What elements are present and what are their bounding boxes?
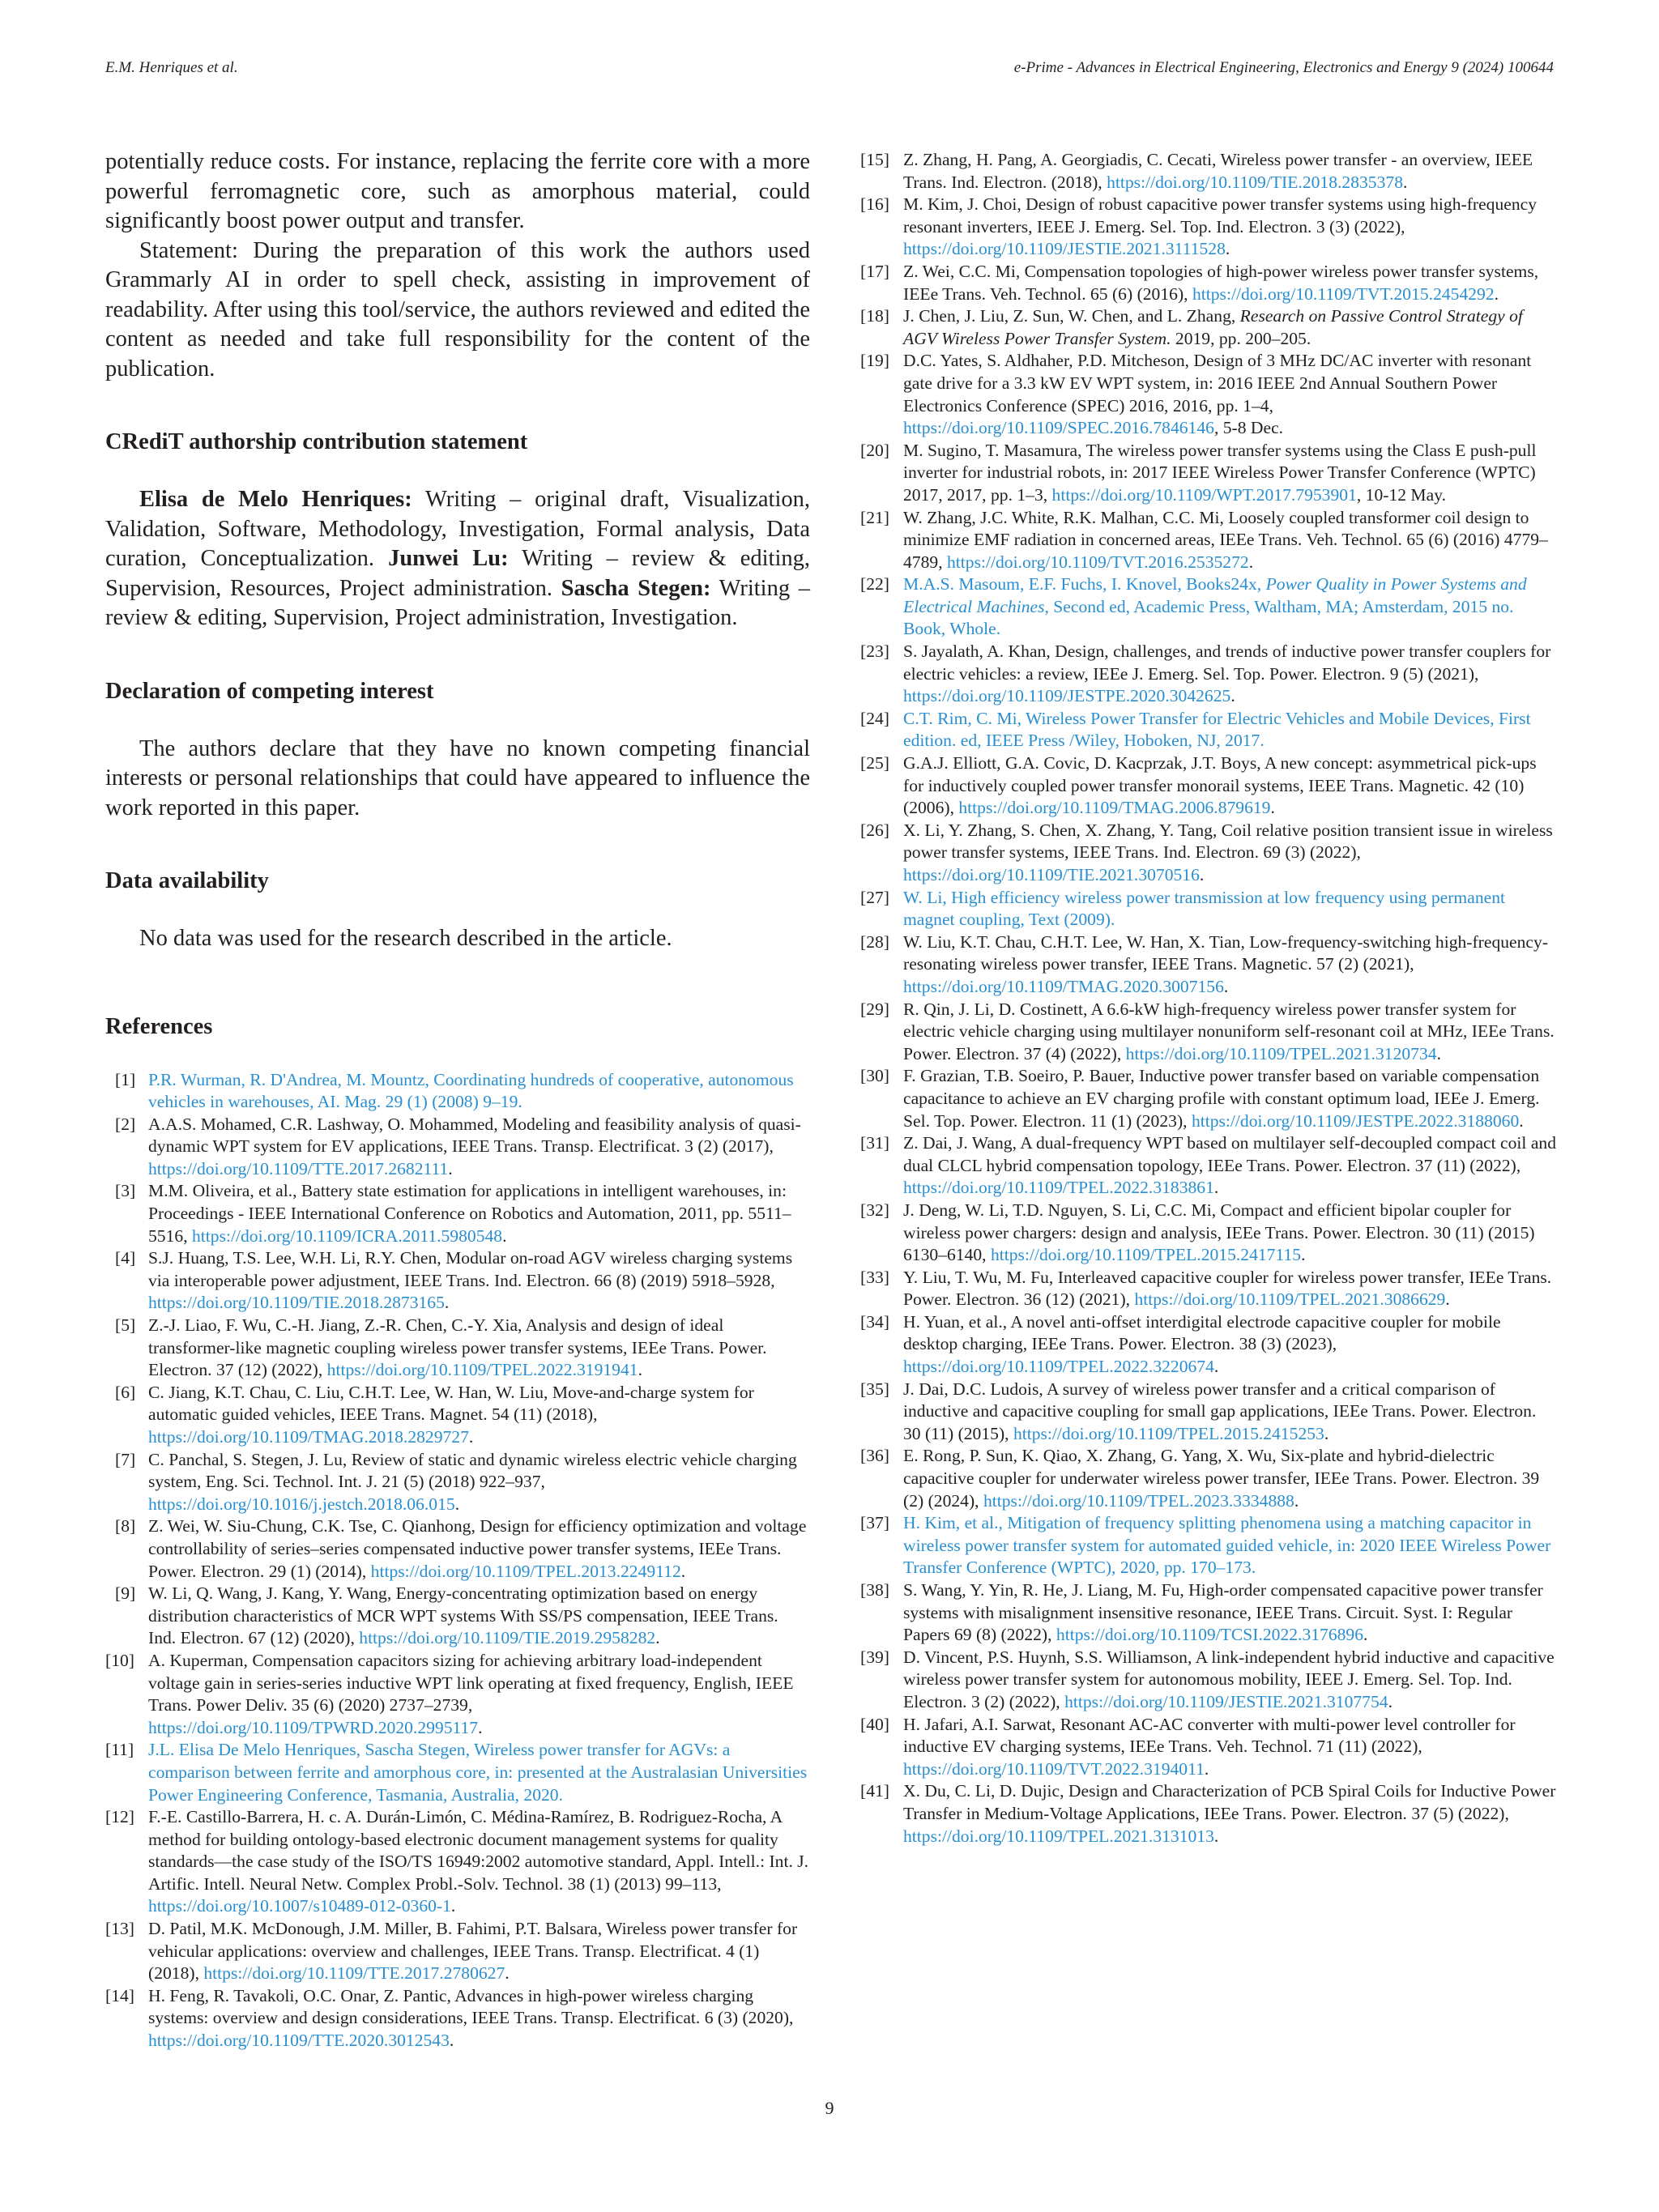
reference-text (903, 149, 1557, 194)
reference-text (903, 752, 1557, 820)
reference-suffix: . (1199, 865, 1205, 884)
reference-suffix: . (468, 1427, 474, 1447)
reference-text (903, 1512, 1557, 1579)
reference-body: 2019, pp. 200–205. (1171, 328, 1311, 348)
reference-body: D.C. Yates, S. Aldhaher, P.D. Mitcheson, Design of 3 MHz DC/AC inverter with resonant gate drive for a 3.3 kW EV WPT system, in: 2016 IEEE 2nd Annual Southern Power Electronics Conference (SPEC) 2016, 2016, pp. 1–4, (903, 351, 1532, 416)
reference-body: S. Jayalath, A. Khan, Design, challenges, and trends of inductive power transfer couplers for electric vehicles: a review, IEEe J. Emerg. Sel. Top. Power. Electron. 9 (5) (2021), (903, 641, 1551, 684)
reference-number: [4] (115, 1248, 136, 1268)
reference-suffix: . (1388, 1691, 1392, 1711)
reference-text (903, 1647, 1557, 1714)
reference-number: [14] (105, 1985, 134, 2005)
left-column (105, 147, 810, 2052)
credit-statement (105, 485, 810, 633)
reference-item (105, 1449, 810, 1516)
doi-link[interactable]: https://doi.org/10.1109/TTE.2017.2682111 (148, 1158, 449, 1178)
reference-item (860, 1200, 1557, 1267)
reference-number: [32] (860, 1200, 889, 1220)
reference-text (148, 1985, 810, 2052)
reference-body: S.J. Huang, T.S. Lee, W.H. Li, R.Y. Chen, Modular on-road AGV wireless charging systems via interoperable power adjustment, IEEE Trans. Ind. Electron. 66 (8) (2019) 5918–5928, (148, 1248, 793, 1290)
reference-item (860, 261, 1557, 305)
reference-text (903, 1267, 1557, 1311)
reference-body: Z. Wei, W. Siu-Chung, C.K. Tse, C. Qianhong, Design for efficiency optimization and voltage controllability of series–series compensated inductive power transfer systems, IEEe Trans. Power. Electron. 29 (1) (2014), (148, 1516, 807, 1581)
reference-item (860, 820, 1557, 887)
doi-link[interactable]: https://doi.org/10.1109/TIE.2021.3070516 (903, 865, 1200, 884)
reference-suffix: . (448, 1158, 453, 1178)
reference-text (903, 1132, 1557, 1200)
doi-link[interactable]: https://doi.org/10.1109/TTE.2020.3012543 (148, 2031, 450, 2051)
reference-suffix: . (502, 1225, 507, 1246)
reference-suffix: . (1223, 976, 1229, 996)
doi-link[interactable]: https://doi.org/10.1109/TTE.2017.2780627 (203, 1963, 505, 1984)
author-roles: Writing – original draft, Visualization, Validation, Software, Methodology, Investigation, Formal analysis, Data curation, Conceptualization. (105, 487, 810, 571)
doi-link[interactable]: https://doi.org/10.1109/TPEL.2022.3183861 (903, 1178, 1214, 1198)
reference-number: [20] (860, 440, 889, 460)
reference-text (903, 1311, 1557, 1379)
doi-link[interactable]: https://doi.org/10.1109/TIE.2018.2835378 (1107, 172, 1403, 192)
reference-suffix: . (1403, 172, 1408, 192)
reference-text (148, 1515, 810, 1583)
reference-number: [2] (115, 1114, 136, 1134)
reference-text (903, 1200, 1557, 1267)
reference-body: A.A.S. Mohamed, C.R. Lashway, O. Mohammed, Modeling and feasibility analysis of quasi-dynamic WPT system for EV applications, IEEE Trans. Transp. Electrificat. 3 (2) (2017), (148, 1114, 801, 1157)
reference-suffix: . (1213, 1178, 1219, 1198)
doi-link[interactable]: https://doi.org/10.1109/TMAG.2006.879619 (958, 798, 1271, 818)
doi-link[interactable]: https://doi.org/10.1109/WPT.2017.7953901 (1051, 484, 1357, 505)
reference-item (860, 1714, 1557, 1781)
reference-number: [36] (860, 1446, 889, 1466)
reference-text (148, 1382, 810, 1449)
doi-link[interactable]: https://doi.org/10.1109/TPEL.2023.3334888 (983, 1490, 1294, 1511)
reference-body: X. Du, C. Li, D. Dujic, Design and Characterization of PCB Spiral Coils for Inductive Power Transfer in Medium-Voltage Applications, IEEe Trans. Power. Electron. 37 (5) (2022), (903, 1781, 1556, 1823)
reference-item (105, 1315, 810, 1382)
reference-item (860, 149, 1557, 194)
reference-text (903, 261, 1557, 305)
reference-body: F. Grazian, T.B. Soeiro, P. Bauer, Inductive power transfer based on variable compensation capacitance to achieve an EV charging profile with constant optimum load, IEEe J. Emerg. Sel. Top. Power. Electron. 11 (1) (2023), (903, 1066, 1540, 1131)
reference-text (903, 1714, 1557, 1781)
reference-item (860, 1512, 1557, 1579)
reference-suffix: . (454, 1494, 460, 1514)
reference-number: [17] (860, 261, 889, 281)
reference-number: [39] (860, 1647, 889, 1667)
reference-text (148, 1247, 810, 1315)
reference-text (903, 641, 1557, 708)
doi-link[interactable]: https://doi.org/10.1109/TPEL.2021.3131013 (903, 1826, 1214, 1846)
reference-item (860, 1445, 1557, 1512)
reference-title: Research on Passive Control Strategy of AGV Wireless Power Transfer System. (903, 306, 1523, 348)
reference-number: [12] (105, 1807, 134, 1827)
reference-item (860, 1267, 1557, 1311)
reference-number: [25] (860, 753, 889, 774)
reference-text (148, 1739, 810, 1806)
reference-suffix: . (638, 1360, 642, 1380)
reference-body: A. Kuperman, Compensation capacitors sizing for achieving arbitrary load-independent voltage gain in series-series inductive WPT link operating at fixed frequency, English, IEEE Trans. Power Deliv. 35 (6) (2020) 2737–2739, (148, 1650, 794, 1715)
reference-suffix: . (444, 1293, 450, 1313)
reference-number: [31] (860, 1133, 889, 1153)
reference-suffix: . (1213, 1357, 1219, 1377)
page-number: 9 (825, 2098, 834, 2118)
right-column (860, 149, 1557, 1848)
reference-text (148, 1449, 810, 1516)
reference-text (903, 507, 1557, 574)
reference-suffix: . (1260, 731, 1265, 751)
reference-suffix: . (655, 1628, 660, 1648)
reference-suffix: . (680, 1561, 686, 1581)
reference-item (105, 1069, 810, 1114)
reference-body: G.A.J. Elliott, G.A. Covic, D. Kacprzak, J.T. Boys, A new concept: asymmetrical pick-ups for inductively coupled power transfer monorail systems, IEEE Trans. Magnetic. 42 (10) (2006), (903, 753, 1537, 818)
author-name: Elisa de Melo Henriques: (139, 487, 412, 512)
running-header-authors: E.M. Henriques et al. (105, 59, 238, 76)
reference-suffix: . (1213, 1826, 1219, 1846)
reference-suffix: . (1519, 1110, 1524, 1131)
doi-link[interactable]: https://doi.org/10.1109/SPEC.2016.7846146 (903, 418, 1214, 438)
reference-number: [37] (860, 1513, 889, 1533)
reference-number: [26] (860, 820, 889, 840)
reference-item (860, 507, 1557, 574)
reference-body: H. Jafari, A.I. Sarwat, Resonant AC-AC converter with multi-power level controller for inductive EV charging systems, IEEe Trans. Veh. Technol. 71 (11) (2022), (903, 1714, 1516, 1757)
reference-number: [35] (860, 1379, 889, 1399)
reference-number: [34] (860, 1311, 889, 1332)
reference-item (860, 1647, 1557, 1714)
doi-link[interactable]: https://doi.org/10.1109/JESTPE.2020.3042625 (903, 686, 1231, 706)
reference-number: [5] (115, 1315, 136, 1336)
reference-item (860, 350, 1557, 439)
reference-body: W. Liu, K.T. Chau, C.H.T. Lee, W. Han, X. Tian, Low-frequency-switching high-frequency-resonating wireless power transfer, IEEE Trans. Magnetic. 57 (2) (2021), (903, 931, 1549, 974)
reference-text (903, 887, 1557, 931)
reference-text (903, 305, 1557, 350)
reference-suffix: . (1436, 1043, 1441, 1063)
reference-body: W. Li, High efficiency wireless power transmission at low frequency using permanent magnet coupling, Text (2009) (903, 887, 1505, 930)
reference-text (903, 931, 1557, 999)
reference-number: [40] (860, 1714, 889, 1734)
reference-item (860, 887, 1557, 931)
reference-body: X. Li, Y. Zhang, S. Chen, X. Zhang, Y. Tang, Coil relative position transient issue in wireless power transfer systems, IEEE Trans. Ind. Electron. 69 (3) (2022), (903, 820, 1553, 863)
reference-suffix: , 10-12 May. (1356, 484, 1447, 505)
reference-item (105, 1985, 810, 2052)
reference-number: [29] (860, 999, 889, 1019)
reference-suffix: . (1230, 686, 1235, 706)
reference-item (105, 1918, 810, 1985)
reference-number: [11] (105, 1740, 134, 1760)
reference-body: Z.-J. Liao, F. Wu, C.-H. Jiang, Z.-R. Chen, C.-Y. Xia, Analysis and design of ideal transformer-like magnetic coupling wireless power transfer systems, IEEe Trans. Power. Electron. 37 (12) (2022), (148, 1315, 767, 1380)
reference-text (148, 1180, 810, 1247)
reference-title: Power Quality in Power Systems and Electrical Machines (903, 574, 1527, 616)
doi-link[interactable]: https://doi.org/10.1109/TMAG.2020.3007156 (903, 976, 1224, 996)
reference-body: D. Vincent, P.S. Huynh, S.S. Williamson, A link-independent hybrid inductive and capacitive wireless power transfer system for autonomous mobility, IEEE J. Emerg. Sel. Top. Ind. Electron. 3 (2) (2022), (903, 1647, 1555, 1711)
reference-body: E. Rong, P. Sun, K. Qiao, X. Zhang, G. Yang, X. Wu, Six-plate and hybrid-dielectric capacitive coupler for underwater wireless power transfer, IEEe Trans. Power. Electron. 39 (2) (2024), (903, 1446, 1540, 1511)
reference-body: P.R. Wurman, R. D'Andrea, M. Mountz, Coordinating hundreds of cooperative, autonomous vehicles in warehouses, AI. Mag. 29 (1) (2008) 9–19 (148, 1069, 794, 1112)
doi-link[interactable]: https://doi.org/10.1109/TPEL.2013.2249112 (370, 1561, 681, 1581)
running-header-journal: e-Prime - Advances in Electrical Engineering, Electronics and Energy 9 (2024) 100644 (1013, 59, 1554, 76)
reference-number: [1] (115, 1069, 136, 1089)
reference-suffix: . (1301, 1245, 1306, 1265)
reference-item (105, 1739, 810, 1806)
reference-suffix: . (1225, 239, 1230, 259)
reference-text (903, 708, 1557, 752)
doi-link[interactable]: https://doi.org/10.1007/s10489-012-0360-1 (148, 1896, 451, 1916)
reference-item (860, 1780, 1557, 1848)
reference-body: W. Zhang, J.C. White, R.K. Malhan, C.C. Mi, Loosely coupled transformer coil design to minimize EMF radiation in concerned areas, IEEe Trans. Veh. Technol. 65 (6) (2016) 4779–4789, (903, 507, 1548, 572)
reference-suffix: . (1204, 1758, 1209, 1779)
reference-body: S. Wang, Y. Yin, R. He, J. Liang, M. Fu, High-order compensated capacitive power transfer systems with misalignment insensitive resonance, IEEE Trans. Circuit. Syst. I: Regular Papers 69 (8) (2022), (903, 1580, 1543, 1645)
reference-text (903, 1445, 1557, 1512)
reference-text (903, 440, 1557, 507)
doi-link[interactable]: https://doi.org/10.1109/TPWRD.2020.2995117 (148, 1717, 479, 1737)
reference-body: C. Jiang, K.T. Chau, C. Liu, C.H.T. Lee, W. Han, W. Liu, Move-and-charge system for automatic guided vehicles, IEEE Trans. Magnet. 54 (11) (2018), (148, 1382, 754, 1425)
reference-number: [16] (860, 194, 889, 215)
reference-number: [3] (115, 1181, 136, 1201)
reference-item (860, 1579, 1557, 1647)
reference-body: J. Dai, D.C. Ludois, A survey of wireless power transfer and a critical comparison of inductive and capacitive coupling for small gap applications, IEEe Trans. Power. Electron. 30 (11) (2015), (903, 1379, 1537, 1443)
reference-suffix: . (478, 1717, 483, 1737)
reference-number: [27] (860, 887, 889, 907)
doi-link[interactable]: https://doi.org/10.1109/JESTIE.2021.3111528 (903, 239, 1226, 259)
reference-suffix: . (449, 2031, 454, 2051)
reference-item (105, 1583, 810, 1650)
doi-link[interactable]: https://doi.org/10.1109/TVT.2015.2454292 (1192, 283, 1495, 304)
reference-suffix: . (1248, 552, 1254, 572)
reference-item (860, 305, 1557, 350)
doi-link[interactable]: https://doi.org/10.1109/TIE.2019.2958282 (359, 1628, 656, 1648)
reference-body: H. Yuan, et al., A novel anti-offset interdigital electrode capacitive coupler for mobile desktop charging, IEEe Trans. Power. Electron. 38 (3) (2023), (903, 1311, 1501, 1354)
reference-text (903, 194, 1557, 261)
reference-body: C.T. Rim, C. Mi, Wireless Power Transfer for Electric Vehicles and Mobile Devices, First edition. ed, IEEE Press /Wiley, Hoboken, NJ, 2017 (903, 708, 1531, 751)
reference-text (903, 350, 1557, 439)
reference-number: [18] (860, 306, 889, 326)
doi-link[interactable]: https://doi.org/10.1109/TCSI.2022.3176896 (1056, 1625, 1364, 1645)
reference-number: [19] (860, 351, 889, 371)
reference-suffix: . (450, 1896, 456, 1916)
reference-body: , Second ed, Academic Press, Waltham, MA; Amsterdam, 2015 no. Book, Whole (903, 596, 1514, 639)
reference-body: F.-E. Castillo-Barrera, H. c. A. Durán-Limón, C. Médina-Ramírez, B. Rodriguez-Rocha, A method for building ontology-based electronic document management systems for quality standards—the case study of the ISO/TS 16949:2002 automotive standard, Appl. Intell.: Int. J. Artific. Intell. Neural Netw. Complex Probl.-Solv. Technol. 38 (1) (2013) 99–113, (148, 1807, 809, 1894)
reference-number: [28] (860, 931, 889, 952)
reference-body: M.M. Oliveira, et al., Battery state estimation for applications in intelligent warehouses, in: Proceedings - IEEE International Conference on Robotics and Automation, 2011, pp. 5511–5516, (148, 1181, 791, 1246)
reference-item (860, 1311, 1557, 1379)
reference-number: [21] (860, 507, 889, 527)
reference-item (860, 752, 1557, 820)
reference-text (903, 999, 1557, 1066)
reference-item (860, 999, 1557, 1066)
ai-statement: Statement: During the preparation of this work the authors used Grammarly AI in order to spell check, assisting in improvement of readability. After using this tool/service, the authors reviewed and edited the content as needed and take full responsibility for the content of the publication. (105, 237, 810, 381)
competing-interest-heading: Declaration of competing interest (105, 678, 434, 704)
reference-number: [41] (860, 1781, 889, 1801)
reference-body: H. Feng, R. Tavakoli, O.C. Onar, Z. Pantic, Advances in high-power wireless charging systems: overview and design considerations, IEEE Trans. Transp. Electrificat. 6 (3) (2020), (148, 1985, 794, 2028)
reference-suffix: . (505, 1963, 510, 1984)
reference-number: [10] (105, 1650, 134, 1670)
reference-number: [23] (860, 641, 889, 662)
reference-suffix: . (996, 619, 1001, 639)
doi-link[interactable]: https://doi.org/10.1109/TPEL.2022.3191941 (326, 1360, 638, 1380)
reference-number: [7] (115, 1449, 136, 1469)
reference-body: J. Deng, W. Li, T.D. Nguyen, S. Li, C.C. Mi, Compact and efficient bipolar coupler for wireless power chargers: design and analysis, IEEe Trans. Power. Electron. 30 (11) (2015) 6130–6140, (903, 1200, 1535, 1265)
reference-text (148, 1114, 810, 1181)
reference-suffix: . (558, 1784, 564, 1805)
reference-item (860, 573, 1557, 641)
reference-body: J. Chen, J. Liu, Z. Sun, W. Chen, and L. Zhang, (903, 306, 1240, 326)
reference-item (860, 1065, 1557, 1132)
reference-text (903, 1579, 1557, 1647)
reference-item (860, 641, 1557, 708)
doi-link[interactable]: https://doi.org/10.1109/JESTPE.2022.3188060 (1191, 1110, 1520, 1131)
references-heading: References (105, 1013, 213, 1039)
reference-suffix: . (1270, 798, 1275, 818)
reference-item (105, 1806, 810, 1918)
reference-number: [13] (105, 1919, 134, 1939)
reference-body: W. Li, Q. Wang, J. Kang, Y. Wang, Energy-concentrating optimization based on energy distribution characteristics of MCR WPT systems With SS/PS compensation, IEEE Trans. Ind. Electron. 67 (12) (2020), (148, 1583, 778, 1648)
reference-suffix: . (1251, 1558, 1256, 1578)
body-paragraph: potentially reduce costs. For instance, replacing the ferrite core with a more powerful ferromagnetic core, such as amorphous material, could significantly boost power output and transfer. (105, 149, 810, 233)
reference-item (105, 1650, 810, 1739)
reference-item (105, 1114, 810, 1181)
data-availability-text: No data was used for the research described in the article. (139, 926, 672, 951)
reference-number: [9] (115, 1583, 136, 1604)
reference-text (148, 1069, 810, 1114)
author-roles: Writing – review & editing, Supervision, Project administration, Investigation. (105, 575, 810, 630)
reference-suffix: . (1363, 1625, 1368, 1645)
references-list-right (860, 149, 1557, 1848)
reference-text (148, 1315, 810, 1382)
reference-body: Y. Liu, T. Wu, M. Fu, Interleaved capacitive coupler for wireless power transfer, IEEe Trans. Power. Electron. 36 (12) (2021), (903, 1267, 1552, 1310)
reference-text (903, 1780, 1557, 1848)
credit-heading: CRediT authorship contribution statement (105, 429, 528, 454)
reference-body: M. Kim, J. Choi, Design of robust capacitive power transfer systems using high-frequency resonant inverters, IEEE J. Emerg. Sel. Top. Ind. Electron. 3 (3) (2022), (903, 194, 1537, 237)
reference-suffix: . (518, 1092, 522, 1112)
author-name: Sascha Stegen: (561, 575, 711, 601)
reference-item (105, 1247, 810, 1315)
reference-number: [22] (860, 574, 889, 595)
reference-body: R. Qin, J. Li, D. Costinett, A 6.6-kW high-frequency wireless power transfer system for electric vehicle charging using multilayer nonuniform self-resonant coil at MHz, IEEe Trans. Power. Electron. 37 (4) (2022), (903, 999, 1555, 1063)
reference-text (148, 1918, 810, 1985)
reference-body: M. Sugino, T. Masamura, The wireless power transfer systems using the Class E push-pull inverter for industrial robots, in: 2017 IEEE Wireless Power Transfer Conference (WPTC) 2017, 2017, pp. 1–3, (903, 440, 1537, 505)
doi-link[interactable]: https://doi.org/10.1109/TPEL.2015.2417115 (990, 1245, 1302, 1265)
doi-link[interactable]: https://doi.org/10.1109/TVT.2022.3194011 (903, 1758, 1205, 1779)
reference-text (903, 820, 1557, 887)
author-name: Junwei Lu: (388, 546, 509, 571)
data-availability-heading: Data availability (105, 868, 269, 893)
reference-body: D. Patil, M.K. McDonough, J.M. Miller, B. Fahimi, P.T. Balsara, Wireless power transfer for vehicular applications: overview and challenges, IEEE Trans. Transp. Electrificat. 4 (1) (2018), (148, 1919, 798, 1984)
reference-text (903, 573, 1557, 641)
reference-number: [8] (115, 1516, 136, 1536)
doi-link[interactable]: https://doi.org/10.1109/TPEL.2021.3120734 (1125, 1043, 1437, 1063)
references-list-left (105, 1069, 810, 2052)
reference-body: C. Panchal, S. Stegen, J. Lu, Review of static and dynamic wireless electric vehicle charging system, Eng. Sci. Technol. Int. J. 21 (5) (2018) 922–937, (148, 1449, 797, 1492)
reference-body: Z. Wei, C.C. Mi, Compensation topologies of high-power wireless power transfer systems, IEEe Trans. Veh. Technol. 65 (6) (2016), (903, 261, 1539, 304)
doi-link[interactable]: https://doi.org/10.1109/TVT.2016.2535272 (946, 552, 1249, 572)
reference-body: Z. Dai, J. Wang, A dual-frequency WPT based on multilayer self-decoupled compact coil and dual CLCL hybrid compensation topology, IEEe Trans. Power. Electron. 37 (11) (2022), (903, 1133, 1556, 1175)
reference-item (860, 708, 1557, 752)
doi-link[interactable]: https://doi.org/10.1109/TPEL.2015.2415253 (1013, 1423, 1324, 1443)
reference-text (148, 1583, 810, 1650)
author-roles: Writing – review & editing, Supervision, Resources, Project administration. (105, 546, 810, 601)
doi-link[interactable]: https://doi.org/10.1109/JESTIE.2021.3107754 (1064, 1691, 1388, 1711)
doi-link[interactable]: https://doi.org/10.1109/TIE.2018.2873165 (148, 1293, 445, 1313)
reference-suffix: . (1110, 910, 1115, 930)
competing-interest-text: The authors declare that they have no known competing financial interests or personal relationships that could have appeared to influence the work reported in this paper. (105, 735, 810, 820)
reference-number: [30] (860, 1066, 889, 1086)
reference-item (860, 194, 1557, 261)
reference-suffix: . (1294, 1490, 1299, 1511)
reference-item (105, 1180, 810, 1247)
reference-number: [15] (860, 150, 889, 169)
reference-item (105, 1515, 810, 1583)
reference-body: H. Kim, et al., Mitigation of frequency splitting phenomena using a matching capacitor in wireless power transfer system for automated guided vehicle, in: 2020 IEEE Wireless Power Transfer Conference (WPTC), 2020, pp. 170–173 (903, 1513, 1551, 1578)
doi-link[interactable]: https://doi.org/10.1016/j.jestch.2018.06.015 (148, 1494, 455, 1514)
reference-text (148, 1650, 810, 1739)
reference-item (860, 440, 1557, 507)
reference-item (860, 931, 1557, 999)
doi-link[interactable]: https://doi.org/10.1109/ICRA.2011.5980548 (191, 1225, 503, 1246)
doi-link[interactable]: https://doi.org/10.1109/TMAG.2018.2829727 (148, 1427, 469, 1447)
reference-text (903, 1379, 1557, 1446)
reference-suffix: . (1494, 283, 1499, 304)
reference-item (860, 1132, 1557, 1200)
reference-suffix: , 5-8 Dec. (1213, 418, 1284, 438)
doi-link[interactable]: https://doi.org/10.1109/TPEL.2022.3220674 (903, 1357, 1214, 1377)
reference-body: M.A.S. Masoum, E.F. Fuchs, I. Knovel, Books24x, (903, 574, 1266, 595)
reference-number: [33] (860, 1267, 889, 1287)
reference-number: [38] (860, 1580, 889, 1600)
reference-item (105, 1382, 810, 1449)
reference-text (903, 1065, 1557, 1132)
reference-suffix: . (1324, 1423, 1329, 1443)
reference-body: J.L. Elisa De Melo Henriques, Sascha Stegen, Wireless power transfer for AGVs: a comparison between ferrite and amorphous core, in: presented at the Australasian Universities Power Engineering Conference, Tasmania, Australia, 2020 (148, 1740, 808, 1805)
reference-text (148, 1806, 810, 1918)
reference-suffix: . (1445, 1289, 1450, 1310)
reference-item (860, 1379, 1557, 1446)
doi-link[interactable]: https://doi.org/10.1109/TPEL.2021.3086629 (1134, 1289, 1446, 1310)
reference-number: [24] (860, 708, 889, 728)
reference-number: [6] (115, 1382, 136, 1402)
reference-body: Z. Zhang, H. Pang, A. Georgiadis, C. Cecati, Wireless power transfer - an overview, IEEE Trans. Ind. Electron. (2018), (903, 150, 1533, 192)
